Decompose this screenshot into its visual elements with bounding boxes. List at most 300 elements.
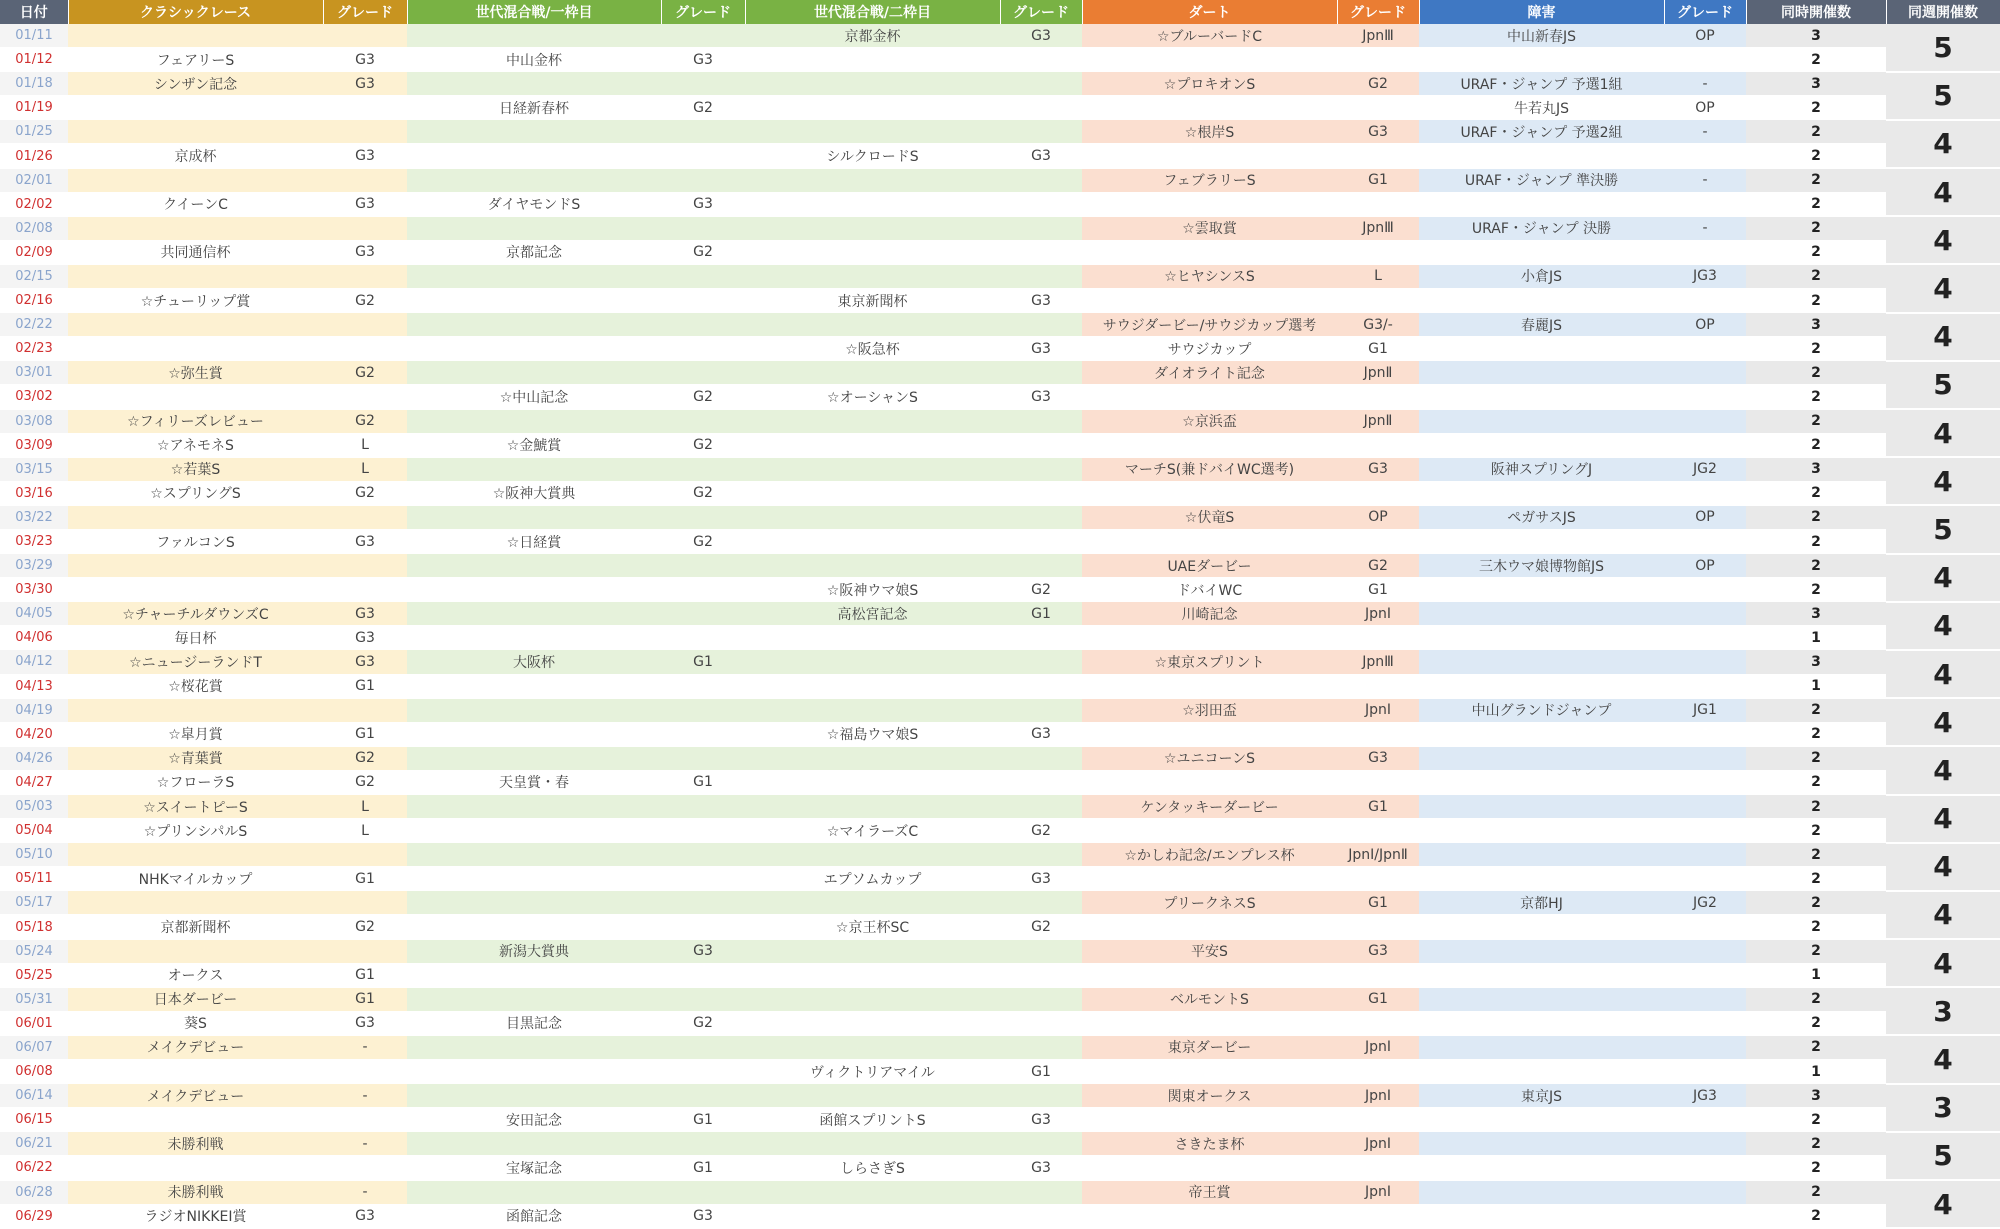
table-row (0, 72, 2000, 96)
date-cell: 06/15 (0, 1108, 68, 1132)
jump-grade-cell (1664, 529, 1746, 553)
dirt-race-cell: サウジカップ (1082, 337, 1337, 361)
table-row (0, 554, 2000, 578)
mixed-slot2-race-cell (745, 192, 1000, 216)
mixed-slot2-grade-cell (1000, 361, 1082, 385)
mixed-slot1-grade-cell: G2 (661, 433, 745, 457)
table-row (0, 529, 2000, 553)
classic-grade-cell (323, 939, 407, 963)
date-cell: 05/11 (0, 867, 68, 891)
dirt-race-cell (1082, 1204, 1337, 1228)
same-week-count-cell: 4 (1886, 602, 2000, 650)
jump-race-cell: URAF・ジャンプ 準決勝 (1419, 168, 1664, 192)
same-day-count-cell: 3 (1746, 72, 1886, 96)
dirt-race-cell (1082, 289, 1337, 313)
same-day-count-cell: 2 (1746, 433, 1886, 457)
mixed-slot2-grade-cell (1000, 987, 1082, 1011)
classic-grade-cell (323, 385, 407, 409)
mixed-slot2-race-cell (745, 843, 1000, 867)
date-cell: 05/10 (0, 843, 68, 867)
jump-grade-cell (1664, 337, 1746, 361)
classic-race-cell (68, 1156, 323, 1180)
classic-race-cell: ☆ニュージーランドT (68, 650, 323, 674)
mixed-slot2-race-cell: ☆阪急杯 (745, 337, 1000, 361)
mixed-slot2-race-cell: ☆オーシャンS (745, 385, 1000, 409)
date-cell: 06/07 (0, 1035, 68, 1059)
date-cell: 03/29 (0, 554, 68, 578)
jump-race-cell: 中山新春JS (1419, 24, 1664, 48)
mixed-slot1-race-cell: 中山金杯 (407, 48, 661, 72)
dirt-race-cell (1082, 915, 1337, 939)
date-cell: 06/08 (0, 1060, 68, 1084)
dirt-race-cell: ☆プロキオンS (1082, 72, 1337, 96)
table-row (0, 1060, 2000, 1084)
table-row (0, 481, 2000, 505)
same-day-count-cell: 2 (1746, 409, 1886, 433)
mixed-slot1-grade-cell (661, 722, 745, 746)
same-day-count-cell: 2 (1746, 939, 1886, 963)
same-day-count-cell: 2 (1746, 337, 1886, 361)
mixed-slot2-grade-cell (1000, 1035, 1082, 1059)
date-cell: 03/01 (0, 361, 68, 385)
mixed-slot1-race-cell (407, 216, 661, 240)
table-row (0, 361, 2000, 385)
classic-race-cell: ☆皐月賞 (68, 722, 323, 746)
mixed-slot2-race-cell (745, 1035, 1000, 1059)
header-same-day-count: 同時開催数 (1746, 0, 1886, 24)
table-row (0, 843, 2000, 867)
mixed-slot2-race-cell: しらさぎS (745, 1156, 1000, 1180)
mixed-slot2-race-cell (745, 795, 1000, 819)
classic-race-cell: 日本ダービー (68, 987, 323, 1011)
classic-race-cell: ☆桜花賞 (68, 674, 323, 698)
dirt-grade-cell: L (1337, 264, 1419, 288)
date-cell: 03/23 (0, 529, 68, 553)
mixed-slot2-race-cell (745, 240, 1000, 264)
same-day-count-cell: 2 (1746, 144, 1886, 168)
jump-race-cell (1419, 289, 1664, 313)
date-cell: 03/09 (0, 433, 68, 457)
table-row (0, 939, 2000, 963)
dirt-race-cell: 帝王賞 (1082, 1180, 1337, 1204)
mixed-slot2-race-cell: ☆京王杯SC (745, 915, 1000, 939)
mixed-slot1-race-cell (407, 361, 661, 385)
same-day-count-cell: 3 (1746, 457, 1886, 481)
classic-grade-cell (323, 505, 407, 529)
mixed-slot2-race-cell (745, 1084, 1000, 1108)
classic-race-cell (68, 1108, 323, 1132)
mixed-slot1-race-cell (407, 1132, 661, 1156)
mixed-slot2-grade-cell (1000, 939, 1082, 963)
classic-grade-cell (323, 96, 407, 120)
jump-race-cell: URAF・ジャンプ 予選1組 (1419, 72, 1664, 96)
mixed-slot1-race-cell (407, 1084, 661, 1108)
table-row (0, 891, 2000, 915)
jump-grade-cell (1664, 626, 1746, 650)
dirt-race-cell (1082, 48, 1337, 72)
jump-race-cell (1419, 1060, 1664, 1084)
mixed-slot1-grade-cell (661, 843, 745, 867)
date-cell: 02/23 (0, 337, 68, 361)
classic-grade-cell: G3 (323, 192, 407, 216)
jump-grade-cell (1664, 819, 1746, 843)
mixed-slot1-race-cell (407, 457, 661, 481)
dirt-race-cell: ☆ブルーバードC (1082, 24, 1337, 48)
jump-grade-cell: JG3 (1664, 264, 1746, 288)
mixed-slot1-grade-cell: G3 (661, 1204, 745, 1228)
mixed-slot2-grade-cell (1000, 698, 1082, 722)
table-row (0, 433, 2000, 457)
dirt-race-cell: 川崎記念 (1082, 602, 1337, 626)
dirt-grade-cell (1337, 626, 1419, 650)
mixed-slot2-grade-cell (1000, 216, 1082, 240)
mixed-slot2-race-cell: ☆阪神ウマ娘S (745, 578, 1000, 602)
mixed-slot1-grade-cell (661, 963, 745, 987)
jump-race-cell (1419, 795, 1664, 819)
jump-race-cell (1419, 1035, 1664, 1059)
dirt-grade-cell (1337, 1204, 1419, 1228)
mixed-slot1-race-cell (407, 337, 661, 361)
mixed-slot2-race-cell (745, 120, 1000, 144)
classic-grade-cell: G2 (323, 361, 407, 385)
classic-grade-cell: G2 (323, 289, 407, 313)
mixed-slot2-race-cell: シルクロードS (745, 144, 1000, 168)
dirt-grade-cell: G2 (1337, 72, 1419, 96)
mixed-slot2-race-cell (745, 770, 1000, 794)
dirt-grade-cell (1337, 1060, 1419, 1084)
same-day-count-cell: 1 (1746, 674, 1886, 698)
table-row (0, 698, 2000, 722)
dirt-race-cell: プリークネスS (1082, 891, 1337, 915)
jump-grade-cell: JG2 (1664, 457, 1746, 481)
mixed-slot2-race-cell (745, 939, 1000, 963)
mixed-slot2-grade-cell (1000, 795, 1082, 819)
mixed-slot1-grade-cell (661, 674, 745, 698)
jump-grade-cell: - (1664, 120, 1746, 144)
jump-grade-cell (1664, 1108, 1746, 1132)
dirt-grade-cell (1337, 1011, 1419, 1035)
mixed-slot2-grade-cell: G3 (1000, 337, 1082, 361)
classic-grade-cell (323, 554, 407, 578)
jump-race-cell: URAF・ジャンプ 予選2組 (1419, 120, 1664, 144)
jump-grade-cell (1664, 48, 1746, 72)
jump-grade-cell (1664, 1060, 1746, 1084)
date-cell: 03/15 (0, 457, 68, 481)
table-row (0, 1180, 2000, 1204)
date-cell: 02/09 (0, 240, 68, 264)
jump-race-cell: 中山グランドジャンプ (1419, 698, 1664, 722)
classic-grade-cell: G3 (323, 529, 407, 553)
dirt-grade-cell: G1 (1337, 987, 1419, 1011)
table-row (0, 746, 2000, 770)
dirt-race-cell (1082, 674, 1337, 698)
date-cell: 03/30 (0, 578, 68, 602)
table-row (0, 120, 2000, 144)
mixed-slot2-grade-cell: G3 (1000, 1108, 1082, 1132)
mixed-slot1-race-cell: 宝塚記念 (407, 1156, 661, 1180)
jump-race-cell (1419, 1180, 1664, 1204)
same-week-count-cell: 4 (1886, 650, 2000, 698)
mixed-slot1-grade-cell (661, 867, 745, 891)
classic-grade-cell (323, 264, 407, 288)
mixed-slot2-grade-cell (1000, 120, 1082, 144)
dirt-race-cell: ケンタッキーダービー (1082, 795, 1337, 819)
mixed-slot2-race-cell: ヴィクトリアマイル (745, 1060, 1000, 1084)
jump-race-cell: ペガサスJS (1419, 505, 1664, 529)
date-cell: 05/17 (0, 891, 68, 915)
jump-race-cell (1419, 433, 1664, 457)
mixed-slot2-race-cell (745, 433, 1000, 457)
dirt-grade-cell: JpnⅠ (1337, 1035, 1419, 1059)
jump-grade-cell: JG2 (1664, 891, 1746, 915)
mixed-slot1-grade-cell: G2 (661, 1011, 745, 1035)
date-cell: 02/15 (0, 264, 68, 288)
dirt-race-cell: ☆伏竜S (1082, 505, 1337, 529)
date-cell: 04/05 (0, 602, 68, 626)
classic-grade-cell (323, 337, 407, 361)
dirt-grade-cell: G1 (1337, 891, 1419, 915)
date-cell: 06/21 (0, 1132, 68, 1156)
mixed-slot1-grade-cell: G2 (661, 481, 745, 505)
dirt-grade-cell: JpnⅢ (1337, 650, 1419, 674)
jump-race-cell (1419, 939, 1664, 963)
same-week-count-cell: 4 (1886, 1180, 2000, 1228)
mixed-slot1-race-cell (407, 746, 661, 770)
jump-race-cell: 三木ウマ娘博物館JS (1419, 554, 1664, 578)
mixed-slot2-grade-cell (1000, 457, 1082, 481)
classic-grade-cell (323, 843, 407, 867)
classic-race-cell: ☆スプリングS (68, 481, 323, 505)
dirt-race-cell (1082, 1060, 1337, 1084)
jump-grade-cell (1664, 602, 1746, 626)
classic-race-cell: ☆チャーチルダウンズC (68, 602, 323, 626)
mixed-slot1-grade-cell (661, 1060, 745, 1084)
classic-race-cell (68, 385, 323, 409)
table-row (0, 963, 2000, 987)
date-cell: 05/18 (0, 915, 68, 939)
jump-grade-cell: - (1664, 72, 1746, 96)
date-cell: 01/25 (0, 120, 68, 144)
table-row (0, 819, 2000, 843)
jump-race-cell (1419, 409, 1664, 433)
mixed-slot1-race-cell (407, 24, 661, 48)
jump-race-cell (1419, 626, 1664, 650)
mixed-slot1-race-cell: ☆金鯱賞 (407, 433, 661, 457)
mixed-slot1-race-cell (407, 891, 661, 915)
jump-grade-cell (1664, 722, 1746, 746)
classic-race-cell: 毎日杯 (68, 626, 323, 650)
header-same-week-count: 同週開催数 (1886, 0, 2000, 24)
mixed-slot1-race-cell: ☆日経賞 (407, 529, 661, 553)
table-row (0, 168, 2000, 192)
table-row (0, 770, 2000, 794)
dirt-grade-cell (1337, 96, 1419, 120)
same-day-count-cell: 2 (1746, 216, 1886, 240)
mixed-slot2-grade-cell (1000, 168, 1082, 192)
mixed-slot2-grade-cell: G3 (1000, 24, 1082, 48)
mixed-slot1-grade-cell (661, 698, 745, 722)
table-row (0, 1011, 2000, 1035)
classic-grade-cell (323, 1060, 407, 1084)
same-day-count-cell: 2 (1746, 1204, 1886, 1228)
classic-grade-cell: G1 (323, 963, 407, 987)
date-cell: 06/28 (0, 1180, 68, 1204)
mixed-slot2-grade-cell: G3 (1000, 385, 1082, 409)
dirt-race-cell: 関東オークス (1082, 1084, 1337, 1108)
table-row (0, 795, 2000, 819)
same-week-count-cell: 4 (1886, 216, 2000, 264)
classic-race-cell (68, 554, 323, 578)
dirt-race-cell: ☆ユニコーンS (1082, 746, 1337, 770)
mixed-slot2-race-cell: ☆福島ウマ娘S (745, 722, 1000, 746)
same-week-count-cell: 5 (1886, 361, 2000, 409)
same-week-count-cell: 4 (1886, 457, 2000, 505)
mixed-slot1-race-cell (407, 578, 661, 602)
jump-grade-cell (1664, 240, 1746, 264)
table-row (0, 505, 2000, 529)
dirt-race-cell: ☆かしわ記念/エンプレス杯 (1082, 843, 1337, 867)
dirt-grade-cell: JpnⅡ (1337, 361, 1419, 385)
jump-grade-cell (1664, 915, 1746, 939)
same-day-count-cell: 2 (1746, 1035, 1886, 1059)
mixed-slot2-race-cell (745, 963, 1000, 987)
jump-grade-cell: - (1664, 168, 1746, 192)
jump-grade-cell (1664, 674, 1746, 698)
same-day-count-cell: 2 (1746, 1132, 1886, 1156)
dirt-race-cell: マーチS(兼ドバイWC選考) (1082, 457, 1337, 481)
dirt-race-cell (1082, 529, 1337, 553)
table-row (0, 457, 2000, 481)
mixed-slot1-race-cell (407, 264, 661, 288)
mixed-slot1-grade-cell: G3 (661, 939, 745, 963)
jump-grade-cell (1664, 1011, 1746, 1035)
same-day-count-cell: 2 (1746, 1011, 1886, 1035)
date-cell: 01/11 (0, 24, 68, 48)
header-jump-grade: グレード (1664, 0, 1746, 24)
table-row (0, 602, 2000, 626)
mixed-slot2-grade-cell (1000, 96, 1082, 120)
dirt-grade-cell: G1 (1337, 337, 1419, 361)
mixed-slot1-grade-cell: G1 (661, 1156, 745, 1180)
mixed-slot2-race-cell: ☆マイラーズC (745, 819, 1000, 843)
jump-race-cell (1419, 963, 1664, 987)
dirt-race-cell (1082, 481, 1337, 505)
header-mixed-slot1-grade: グレード (661, 0, 745, 24)
classic-race-cell: メイクデビュー (68, 1084, 323, 1108)
same-week-count-cell: 4 (1886, 264, 2000, 312)
mixed-slot2-grade-cell (1000, 1180, 1082, 1204)
jump-race-cell (1419, 1132, 1664, 1156)
jump-grade-cell (1664, 578, 1746, 602)
same-day-count-cell: 2 (1746, 1108, 1886, 1132)
same-day-count-cell: 1 (1746, 626, 1886, 650)
same-day-count-cell: 2 (1746, 264, 1886, 288)
table-row (0, 1132, 2000, 1156)
jump-grade-cell (1664, 1156, 1746, 1180)
mixed-slot1-grade-cell (661, 264, 745, 288)
dirt-race-cell (1082, 1108, 1337, 1132)
header-classic-grade: グレード (323, 0, 407, 24)
classic-race-cell: ☆青葉賞 (68, 746, 323, 770)
jump-grade-cell (1664, 361, 1746, 385)
date-cell: 04/13 (0, 674, 68, 698)
jump-race-cell (1419, 819, 1664, 843)
dirt-grade-cell: G1 (1337, 168, 1419, 192)
same-week-count-cell: 5 (1886, 72, 2000, 120)
dirt-race-cell: ドバイWC (1082, 578, 1337, 602)
header-classic-race: クラシックレース (68, 0, 323, 24)
same-day-count-cell: 2 (1746, 96, 1886, 120)
mixed-slot2-race-cell: 函館スプリントS (745, 1108, 1000, 1132)
mixed-slot2-grade-cell (1000, 264, 1082, 288)
classic-race-cell: ☆スイートピーS (68, 795, 323, 819)
classic-grade-cell: - (323, 1084, 407, 1108)
mixed-slot1-grade-cell: G2 (661, 385, 745, 409)
jump-grade-cell (1664, 746, 1746, 770)
table-body (0, 24, 2000, 1228)
date-cell: 02/08 (0, 216, 68, 240)
dirt-race-cell (1082, 770, 1337, 794)
dirt-race-cell (1082, 385, 1337, 409)
mixed-slot1-race-cell (407, 409, 661, 433)
dirt-race-cell: ☆根岸S (1082, 120, 1337, 144)
same-week-count-cell: 4 (1886, 843, 2000, 891)
mixed-slot1-race-cell (407, 1035, 661, 1059)
date-cell: 04/12 (0, 650, 68, 674)
mixed-slot2-race-cell (745, 626, 1000, 650)
classic-race-cell (68, 96, 323, 120)
dirt-grade-cell (1337, 915, 1419, 939)
mixed-slot1-grade-cell: G1 (661, 770, 745, 794)
same-day-count-cell: 2 (1746, 795, 1886, 819)
jump-race-cell (1419, 674, 1664, 698)
mixed-slot1-grade-cell (661, 337, 745, 361)
mixed-slot1-grade-cell (661, 554, 745, 578)
mixed-slot2-grade-cell (1000, 770, 1082, 794)
mixed-slot2-grade-cell (1000, 963, 1082, 987)
jump-grade-cell: OP (1664, 505, 1746, 529)
dirt-grade-cell (1337, 674, 1419, 698)
classic-race-cell: ☆フローラS (68, 770, 323, 794)
same-day-count-cell: 2 (1746, 361, 1886, 385)
table-row (0, 337, 2000, 361)
mixed-slot1-race-cell (407, 795, 661, 819)
header-mixed-slot1-race: 世代混合戦/一枠目 (407, 0, 661, 24)
same-day-count-cell: 2 (1746, 289, 1886, 313)
same-week-count-cell: 4 (1886, 313, 2000, 361)
classic-race-cell: 共同通信杯 (68, 240, 323, 264)
mixed-slot1-grade-cell (661, 313, 745, 337)
table-row (0, 674, 2000, 698)
same-week-count-cell: 4 (1886, 746, 2000, 794)
table-row (0, 264, 2000, 288)
dirt-grade-cell: JpnⅠ (1337, 1084, 1419, 1108)
dirt-race-cell: 東京ダービー (1082, 1035, 1337, 1059)
dirt-race-cell (1082, 144, 1337, 168)
mixed-slot1-race-cell (407, 1060, 661, 1084)
jump-race-cell (1419, 529, 1664, 553)
classic-race-cell: ☆チューリップ賞 (68, 289, 323, 313)
classic-grade-cell: G2 (323, 770, 407, 794)
classic-grade-cell: L (323, 433, 407, 457)
classic-grade-cell: G3 (323, 1204, 407, 1228)
dirt-race-cell: さきたま杯 (1082, 1132, 1337, 1156)
mixed-slot1-grade-cell (661, 1180, 745, 1204)
table-row (0, 313, 2000, 337)
jump-grade-cell: OP (1664, 313, 1746, 337)
classic-race-cell: シンザン記念 (68, 72, 323, 96)
same-day-count-cell: 2 (1746, 1156, 1886, 1180)
